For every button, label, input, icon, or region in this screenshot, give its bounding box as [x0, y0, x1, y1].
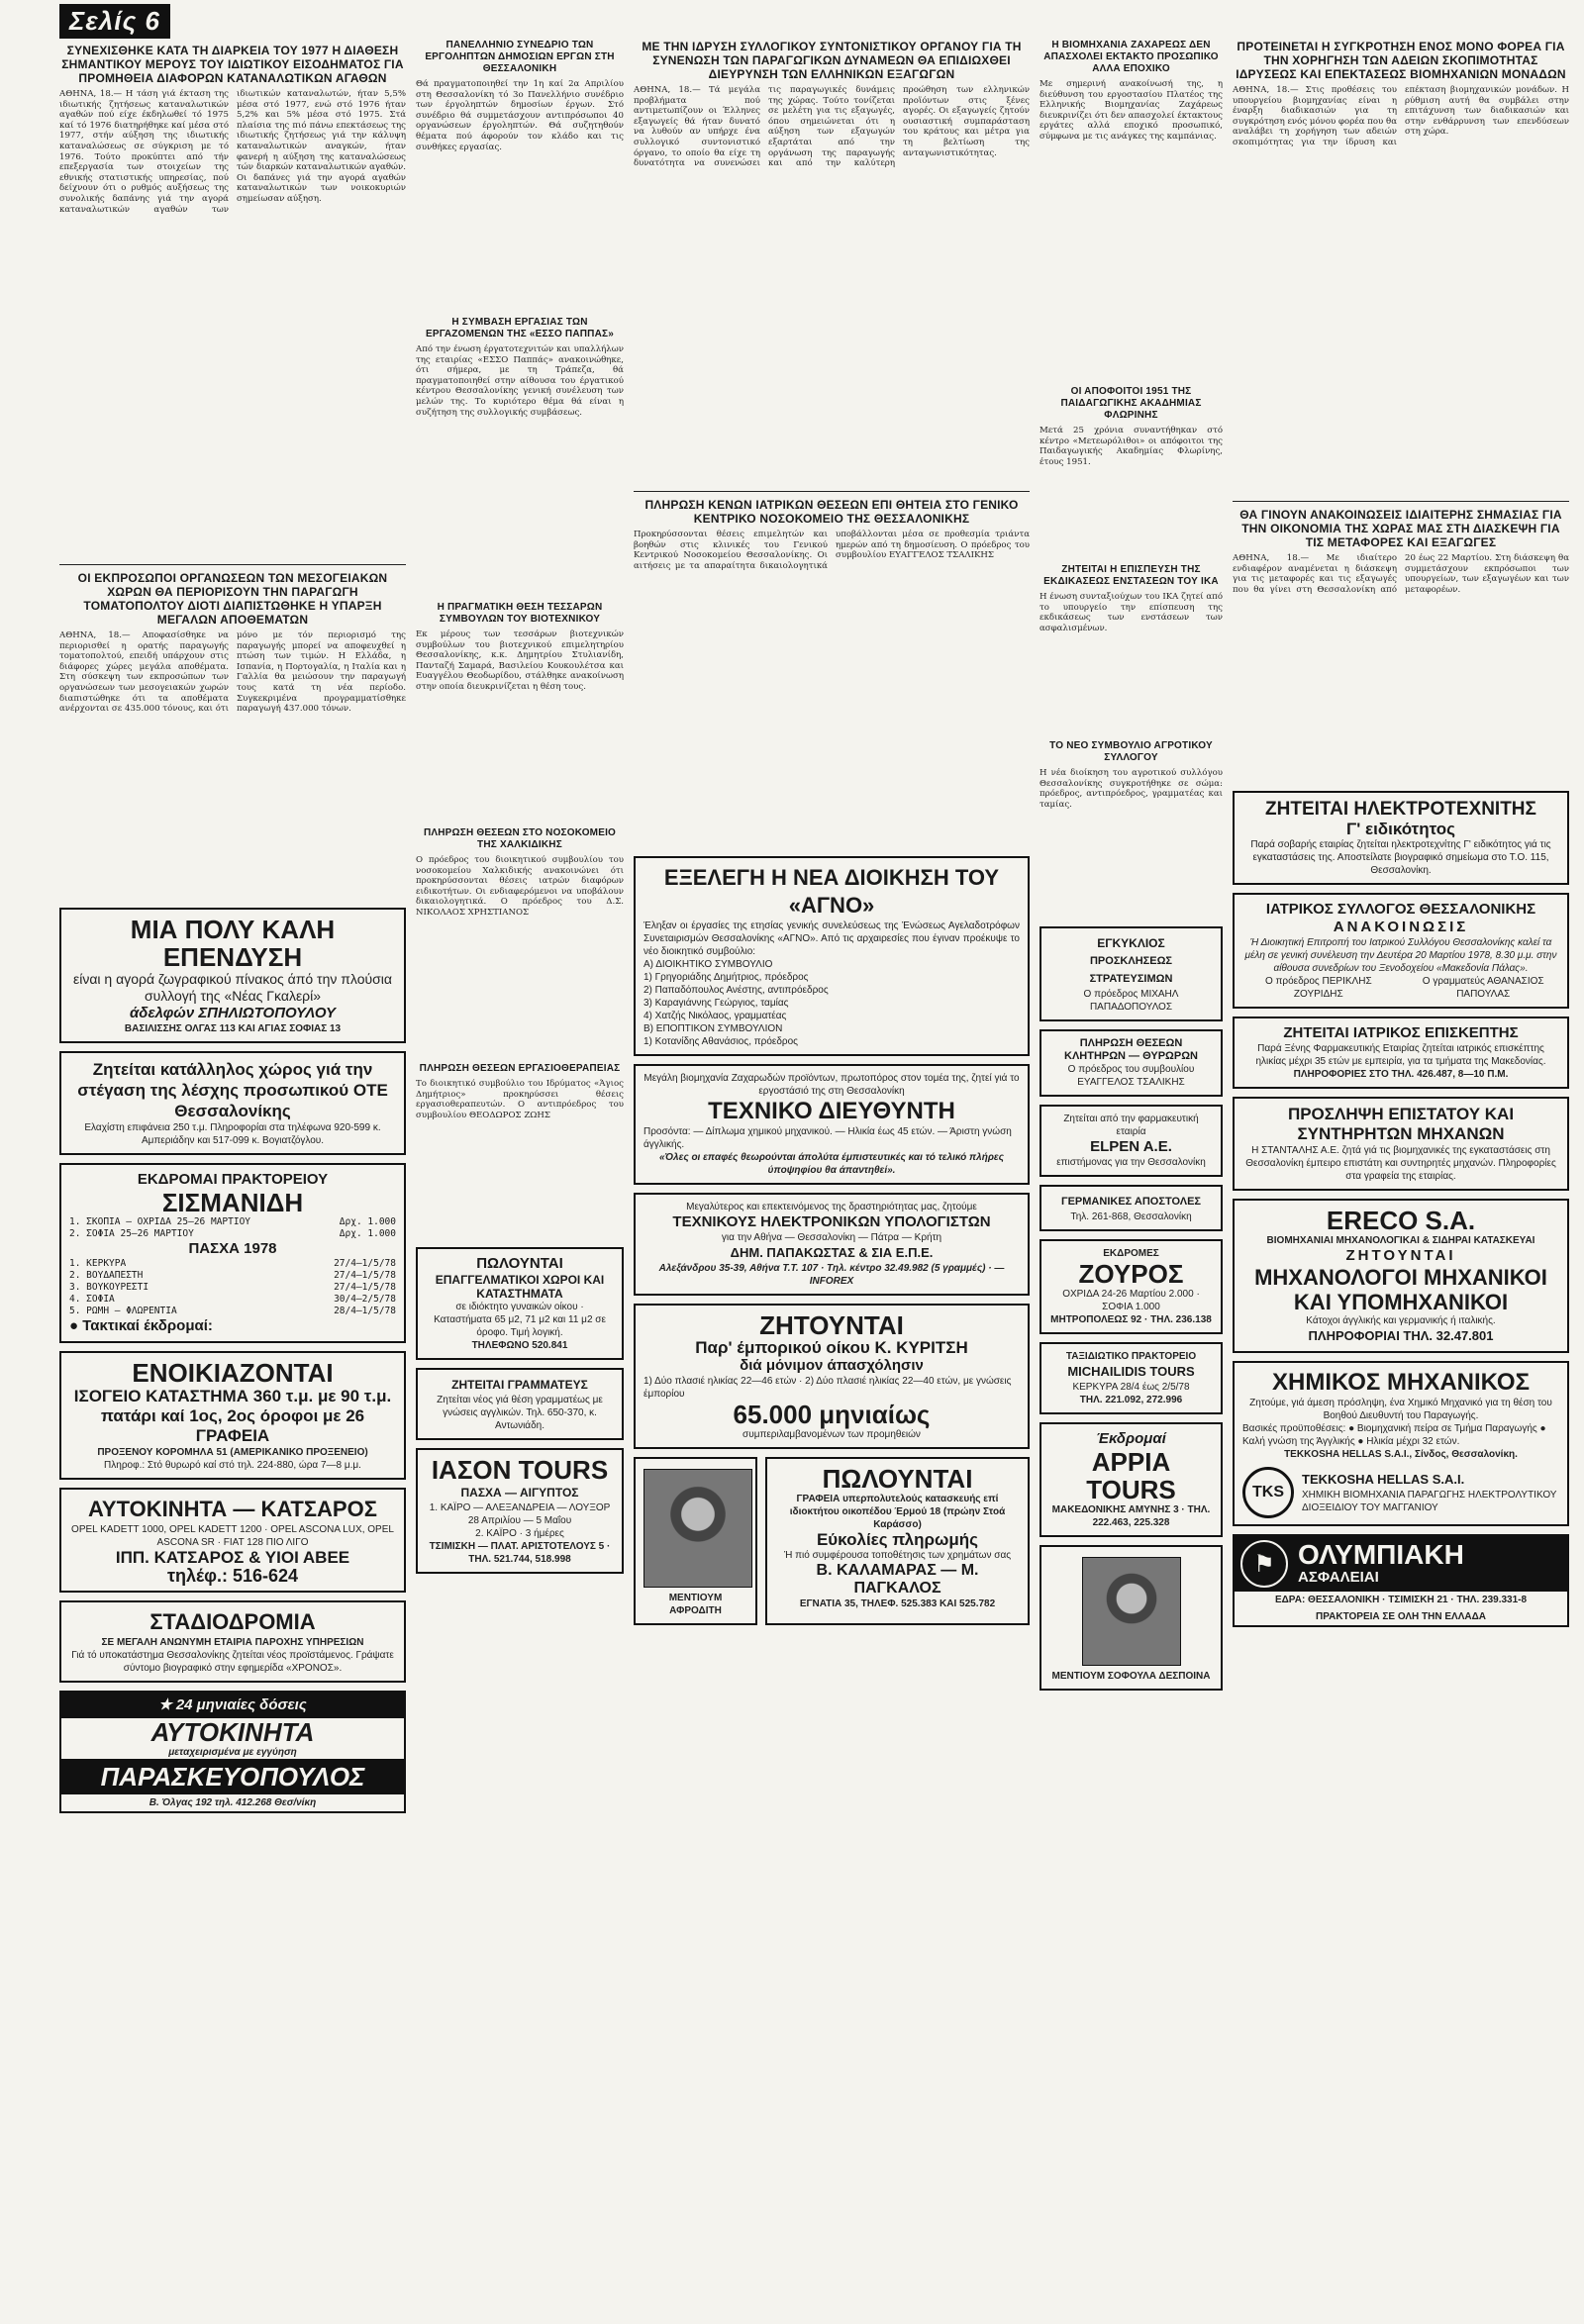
ad-career [59, 1600, 406, 1683]
article-body: Εκ μέρους των τεσσάρων βιοτεχνικών συμβούλων του βιοτεχνικού επιμελητηρίου Θεσσαλονίκης, κ.κ. Δημητρίου Στυλιανίδη, Πανταζή Σαμαρά, Βασιλείου Κουκουλέτσα και Ευαγγέλου Θεοδωρίδου, στάλθηκε ανακοίνωση στην οποία διευκρινίζεται η θέση τους. [416, 629, 624, 692]
article-halkidiki-hospital [416, 827, 624, 1053]
tour-list [69, 1216, 396, 1240]
memorial-sofoula [1040, 1545, 1223, 1691]
ad-contact: ΜΗΤΡΟΠΟΛΕΩΣ 92 · ΤΗΛ. 236.138 [1050, 1314, 1212, 1325]
tour-row: 2. ΒΟΥΔΑΠΕΣΤΗ 27/4—1/5/78 [69, 1270, 396, 1281]
list-item: 1) Γρηγοριάδης Δημήτριος, πρόεδρος [644, 972, 809, 983]
ad-text: ΓΡΑΦΕΙΑ υπερπολυτελούς κατασκευής επί ιδιοκτήτου οικοπέδου Έρμού 18 (πρώην Στοά Καράσσο) [789, 1494, 1006, 1530]
portrait-photo [1082, 1557, 1181, 1666]
ad-title: ΕΓΚΥΚΛΙΟΣ [1097, 936, 1165, 950]
ad-contact: Πληροφ.: Στό θυρωρό καί στό τηλ. 224-880, ώρα 7—8 μ.μ. [104, 1460, 361, 1471]
ad-text: ΕΚΔΡΟΜΕΣ [1103, 1248, 1159, 1259]
ad-subtitle: ΠΡΟΣΚΛΗΣΕΩΣ ΣΤΡΑΤΕΥΣΙΜΩΝ [1089, 955, 1173, 985]
ad-subtitle: ΠΑΣΧΑ 1978 [188, 1240, 277, 1257]
ad-text: Έληξαν οι έργασίες της ετησίας γενικής συνελεύσεως της Ένώσεως Αγελαδοτρόφων Συνεταιρισμών Θεσσαλονίκης «ΑΓΝΟ». Από τις αρχαιρεσίες που έγιναν προέκυψε το νέο διοικητικό συμβούλιο: [644, 920, 1020, 957]
article-body: Θά πραγματοποιηθεί την 1η καί 2α Απριλίου στη Θεσσαλονίκη τό 3ο Πανελλήνιο συνέδριο των έργοληπτών δημοσίων έργων. Στό συνέδριο θά συμμετάσχουν αντιπρόσωποι 40 οργανώσεων έργοληπτών. Θά συζητηθούν θέματα πού άφορούν τον κλάδο και τις συνθήκες εργασίας. [416, 79, 624, 152]
ad-rent-store [59, 1351, 406, 1480]
article-headline: ΟΙ ΕΚΠΡΟΣΩΠΟΙ ΟΡΓΑΝΩΣΕΩΝ ΤΩΝ ΜΕΣΟΓΕΙΑΚΩΝ ΧΩΡΩΝ ΘΑ ΠΕΡΙΟΡΙΣΟΥΝ ΤΗΝ ΠΑΡΑΓΩΓΗ ΤΟΜΑΤΟΠΟΛΤΟΥ ΔΙΟΤΙ ΔΙΑΠΙΣΤΩΘΗΚΕ Η ΥΠΑΡΞΗ ΜΕΓΑΛΩΝ ΑΠΟΘΕΜΑΤΩΝ [77, 571, 388, 627]
article-headline: ΠΛΗΡΩΣΗ ΘΕΣΕΩΝ ΕΡΓΑΣΙΟΘΕΡΑΠΕΙΑΣ [419, 1063, 621, 1074]
ad-title: Ζητείται κατάλληλος χώρος γιά την στέγαση της λέσχης προσωπικού ΟΤΕ Θεσσαλονίκης [77, 1060, 388, 1120]
article-hospital-posts [634, 498, 1030, 846]
list-item: Α) ΔΙΟΙΚΗΤΙΚΟ ΣΥΜΒΟΥΛΙΟ [644, 959, 773, 970]
column-2 [416, 40, 624, 1582]
ad-title: ΕΞΕΛΕΓΗ Η ΝΕΑ ΔΙΟΙΚΗΣΗ ΤΟΥ «ΑΓΝΟ» [663, 865, 1000, 918]
article-ika-appeals [1040, 564, 1223, 730]
article-tomato-paste [59, 571, 406, 898]
ad-computer-technicians [634, 1193, 1030, 1296]
article-body: Μετά 25 χρόνια συναντήθηκαν στό κέντρο «Μετεωρόλιθοι» οι απόφοιτοι της Παιδαγωγικής Ακαδημίας Φλωρίνης, έτους 1951. [1040, 426, 1223, 467]
ad-text: Ζητείται νέος γιά θέση γραμματέως με γνώσεις αγγλικών. Τηλ. 650-370, κ. Αντωνιάδη. [437, 1395, 603, 1431]
tks-text [1302, 1471, 1559, 1514]
ad-brand: ERECO S.A. [1326, 1206, 1476, 1235]
bottom-row [634, 1457, 1030, 1633]
ad-subtitle: ● Τακτικαί έκδρομαί: [69, 1317, 213, 1334]
ad-contact: ΤΗΛ. 221.092, 272.996 [1079, 1395, 1183, 1405]
ad-subtitle: Γ' ειδικότητος [1346, 820, 1455, 838]
ad-text: Μεγάλη βιομηχανία Ζαχαρωδών προϊόντων, πρωτοπόρος στον τομέα της, ζητεί γιά το εργοστάσιό της στη Θεσσαλονίκη [644, 1073, 1020, 1097]
ad-brand: ΔΗΜ. ΠΑΠΑΚΩΣΤΑΣ & ΣΙΑ Ε.Π.Ε. [730, 1245, 934, 1260]
portrait-photo [644, 1469, 752, 1588]
ad-text: Η ΣΤΑΝΤΑΛΗΣ Α.Ε. ζητά γιά τις βιομηχανικές της εγκαταστάσεις στη Θεσσαλονίκη έμπειρο επιστάτη και συντηρητές μηχανών. Πληροφορίες στα γραφεία της εταιρίας. [1245, 1145, 1556, 1182]
column-5 [1233, 40, 1569, 1635]
article-therapy-jobs [416, 1063, 624, 1237]
article-headline: ΜΕ ΤΗΝ ΙΔΡΥΣΗ ΣΥΛΛΟΓΙΚΟΥ ΣΥΝΤΟΝΙΣΤΙΚΟΥ ΟΡΓΑΝΟΥ ΓΙΑ ΤΗ ΣΥΝΕΝΩΣΗ ΤΩΝ ΠΑΡΑΓΩΓΙΚΩΝ ΔΥΝΑΜΕΩΝ ΘΑ ΕΠΙΔΙΩΧΘΕΙ ΔΙΕΥΡΥΝΣΗ ΤΩΝ ΕΛΛΗΝΙΚΩΝ ΕΞΑΓΩΓΩΝ [642, 40, 1022, 81]
ad-contact: Τηλ. 261-868, Θεσσαλονίκη [1070, 1211, 1192, 1222]
ad-title: ΖΗΤΕΙΤΑΙ ΗΛΕΚΤΡΟΤΕΧΝΙΤΗΣ [1265, 799, 1536, 820]
ad-text: Γιά τό υποκατάστημα Θεσσαλονίκης ζητείται νέος προϊστάμενος. Γράψατε σύντομο βιογραφικό στην εφημερίδα «ΧΡΟΝΟΣ». [71, 1650, 394, 1674]
ad-text: Βασικές προϋποθέσεις: ● Βιομηχανική πείρα σε Τμήμα Παραγωγής ● Καλή γνώση της Άγγλικής ● Ηλικία μέχρι 32 ετών. [1242, 1423, 1546, 1447]
signature-secretary: Ο γραμματεύς ΑΘΑΝΑΣΙΟΣ ΠΑΠΟΥΛΑΣ [1422, 976, 1544, 1000]
ad-iason-tours [416, 1448, 624, 1574]
ad-electrician [1233, 791, 1569, 885]
ad-elpen [1040, 1105, 1223, 1177]
ad-medical-association [1233, 893, 1569, 1009]
ad-text: Ή πιό συμφέρουσα τοποθέτησις των χρημάτων σας [783, 1550, 1012, 1561]
tks-block [1242, 1467, 1559, 1518]
ad-machine-staff [1233, 1097, 1569, 1191]
ad-title: ΤΕΧΝΙΚΟ ΔΙΕΥΘΥΝΤΗ [708, 1098, 955, 1124]
article-headline: ΠΡΟΤΕΙΝΕΤΑΙ Η ΣΥΓΚΡΟΤΗΣΗ ΕΝΟΣ ΜΟΝΟ ΦΟΡΕΑ ΓΙΑ ΤΗΝ ΧΟΡΗΓΗΣΗ ΤΩΝ ΑΔΕΙΩΝ ΣΚΟΠΙΜΟΤΗΤΑΣ ΙΔΡΥΣΕΩΣ ΚΑΙ ΕΠΕΚΤΑΣΕΩΣ ΒΙΟΜΗΧΑΝΙΩΝ ΜΟΝΑΔΩΝ [1236, 40, 1566, 81]
divider [1233, 501, 1569, 502]
ad-text: ΚΕΡΚΥΡΑ 28/4 έως 2/5/78 [1072, 1382, 1190, 1393]
memorial-name: ΜΕΝΤΙΟΥΜ ΑΦΡΟΔΙΤΗ [668, 1593, 723, 1616]
ad-title: ΠΩΛΟΥΝΤΑΙ [476, 1255, 563, 1272]
ad-brand: APPIA TOURS [1086, 1447, 1176, 1504]
ad-address: Β. Όλγας 192 τηλ. 412.268 Θεσ/νίκη [148, 1797, 317, 1808]
article-body: Με σημερινή ανακοίνωσή της, η διεύθυνση του εργοστασίου Πλατέος της Ελληνικής Βιομηχανίας Ζαχάρεως διευκρινίζει ότι δεν απασχολεί έκτακτους εργάτες αλλά εποχικό προσωπικό, σύμφωνα με τις ανάγκες της καμπάνιας. [1040, 79, 1223, 142]
article-body: Προκηρύσσονται θέσεις επιμελητών και βοηθών στις κλινικές του Γενικού Κεντρικού Νοσοκομείου Θεσσαλονίκης. Οι αιτήσεις με τα απαραίτητα δικαιολογητικά υποβάλλονται μέσα σε προθεσμία τριάντα ημερών από τη δημοσίευση. Ο πρόεδρος του συμβουλίου ΕΥΑΓΓΕΛΟΣ ΤΣΑΛΙΚΗΣ [634, 530, 1030, 571]
ad-address: ΒΑΣΙΛΙΣΣΗΣ ΟΛΓΑΣ 113 ΚΑΙ ΑΓΙΑΣ ΣΟΦΙΑΣ 13 [124, 1023, 342, 1034]
article-headline: ΠΛΗΡΩΣΗ ΘΕΣΕΩΝ ΣΤΟ ΝΟΣΟΚΟΜΕΙΟ ΤΗΣ ΧΑΛΚΙΔΙΚΗΣ [423, 827, 617, 850]
article-esso-contract [416, 317, 624, 592]
article-transport-conference [1233, 508, 1569, 781]
article-graduates-1951 [1040, 386, 1223, 554]
article-headline: Η ΣΥΜΒΑΣΗ ΕΡΓΑΣΙΑΣ ΤΩΝ ΕΡΓΑΖΟΜΕΝΩΝ ΤΗΣ «ΕΣΣΟ ΠΑΠΠΑΣ» [426, 317, 614, 339]
tour-row: 3. ΒΟΥΚΟΥΡΕΣΤΙ 27/4—1/5/78 [69, 1282, 396, 1293]
ad-text: Προσόντα: — Δίπλωμα χημικού μηχανικού. — Ηλικία έως 45 ετών. — Άριστη γνώση άγγλικής. [644, 1126, 1012, 1150]
ad-text: ΒΙΟΜΗΧΑΝΙΑΙ ΜΗΧΑΝΟΛΟΓΙΚΑΙ & ΣΙΔΗΡΑΙ ΚΑΤΑΣΚΕΥΑΙ [1266, 1235, 1535, 1246]
ad-brand: TEKKOSHA HELLAS S.A.I. [1302, 1472, 1465, 1487]
list-item: 4) Χατζής Νικόλαος, γραμματέας [644, 1011, 787, 1021]
article-body: ΑΘΗΝΑ, 18.— Τά μεγάλα προβλήματα πού αντιμετωπίζουν οι Έλληνες εξαγωγείς θά ήταν δυνατό να λυθούν αν υπήρχε ένα συλλογικό συντονιστικό όργανο, το οποίο θα είχε τη δυνατότητα να συνενώσει τις παραγωγικές δυνάμεις της χώρας. Τούτο τονίζεται σε μελέτη για τις εξαγωγές, όπου σημειώνεται ότι η αύξηση των εξαγωγών εξαρτάται από την οργάνωση της παραγωγής και από την καλύτερη προώθηση των ελληνικών προϊόντων στις ξένες αγορές. Οι εξαγωγείς ζητούν ουσιαστική συμπαράσταση του κράτους και μέτρα για τη βελτίωση της ανταγωνιστικότητας. [634, 85, 1030, 169]
ad-text: Παρά Ξένης Φαρμακευτικής Εταιρίας ζητείται ιατρικός επισκέπτης ηλικίας μέχρι 35 ετών με εμπειρία, για τα τμήματα της Μακεδονίας. [1255, 1043, 1546, 1067]
ad-title: ΤΕΧΝΙΚΟΥΣ ΗΛΕΚΤΡΟΝΙΚΩΝ ΥΠΟΛΟΓΙΣΤΩΝ [672, 1213, 991, 1230]
tour-row: 1. ΣΚΟΠΙΑ — ΟΧΡΙΔΑ 25—26 ΜΑΡΤΙΟΥ Δρχ. 1.000 [69, 1216, 396, 1227]
article-body: Ο πρόεδρος του διοικητικού συμβουλίου του νοσοκομείου Χαλκιδικής ανακοινώνει ότι προκηρύσσονται θέσεις ιατρών διαφόρων ειδικοτήτων. Οι ενδιαφερόμενοι να υποβάλουν δικαιολογητικά. Ο πρόεδρος του Δ.Σ. ΝΙΚΟΛΑΟΣ ΧΡΗΣΤΙΑΝΟΣ [416, 855, 624, 918]
ad-title: ΠΩΛΟΥΝΤΑΙ [822, 1464, 973, 1494]
article-headline: ΟΙ ΑΠΟΦΟΙΤΟΙ 1951 ΤΗΣ ΠΑΙΔΑΓΩΓΙΚΗΣ ΑΚΑΔΗΜΙΑΣ ΦΛΩΡΙΝΗΣ [1060, 386, 1202, 421]
article-exports [634, 40, 1030, 481]
ad-text: 1. ΚΑΪΡΟ — ΑΛΕΞΑΝΔΡΕΙΑ — ΛΟΥΞΟΡ 28 Απριλίου — 5 Μαΐου [429, 1502, 611, 1526]
ad-title: ΧΗΜΙΚΟΣ ΜΗΧΑΝΙΚΟΣ [1272, 1369, 1530, 1396]
ad-text: Ζητείται από την φαρμακευτική εταιρία [1063, 1114, 1199, 1137]
list-item: 3) Καραγιάννης Γεώργιος, ταμίας [644, 998, 789, 1009]
article-farmers-union [1040, 740, 1223, 917]
signature-president: Ο πρόεδρος ΠΕΡΙΚΛΗΣ ΖΟΥΡΙΔΗΣ [1264, 976, 1372, 1000]
ad-title: ΣΤΑΔΙΟΔΡΟΜΙΑ [149, 1609, 316, 1634]
article-headline: Η ΒΙΟΜΗΧΑΝΙΑ ΖΑΧΑΡΕΩΣ ΔΕΝ ΑΠΑΣΧΟΛΕΙ ΕΚΤΑΚΤΟ ΠΡΟΣΩΠΙΚΟ ΑΛΛΑ ΕΠΟΧΙΚΟ [1043, 40, 1219, 74]
ad-ote-space [59, 1051, 406, 1155]
ad-address: ΠΡΟΞΕΝΟΥ ΚΟΡΟΜΗΛΑ 51 (ΑΜΕΡΙΚΑΝΙΚΟ ΠΡΟΞΕΝΕΙΟ) [97, 1447, 368, 1458]
ad-text: Ζητούμε, γιά άμεση πρόσληψη, ένα Χημικό Μηχανικό για τη θέση του Βοηθού Διευθυντή του Παραγωγής. [1249, 1398, 1552, 1421]
page-label: Σελίς 6 [59, 4, 170, 39]
article-sugar-industry [1040, 40, 1223, 376]
tour-row: 4. ΣΟΦΙΑ 30/4—2/5/78 [69, 1294, 396, 1305]
ad-secretary [416, 1368, 624, 1440]
ad-title: ΑΥΤΟΚΙΝΗΤΑ — ΚΑΤΣΑΡΟΣ [88, 1497, 377, 1521]
ad-subtitle: ΕΠΑΓΓΕΛΜΑΤΙΚΟΙ ΧΩΡΟΙ ΚΑΙ ΚΑΤΑΣΤΗΜΑΤΑ [435, 1273, 605, 1301]
ad-brand: ΠΑΡΑΣΚΕΥΟΠΟΥΛΟΣ [61, 1759, 404, 1794]
ad-text: μεταχειρισμένα με εγγύηση [168, 1747, 297, 1758]
ad-title: ΓΕΡΜΑΝΙΚΕΣ ΑΠΟΣΤΟΛΕΣ [1060, 1196, 1202, 1208]
list-item: 1) Κοτανίδης Αθανάσιος, πρόεδρος [644, 1036, 798, 1047]
ad-katsaros-cars [59, 1488, 406, 1593]
ad-text: σε ιδιόκτητο γυναικών οίκου · Καταστήματα 65 μ2, 71 μ2 και 11 μ2 σε όροφο. Τιμή λογική. [434, 1302, 606, 1338]
ad-title: ΕΝΟΙΚΙΑΖΟΝΤΑΙ [132, 1358, 334, 1388]
easter-tour-list [69, 1258, 396, 1317]
ad-text: Παρά σοβαρής εταιρίας ζητείται ηλεκτροτεχνίτης Γ' ειδικότητος γιά τις εγκαταστάσεις της. Αποστείλατε βιογραφικό σημείωμα στο Τ.Ο. 115, Θεσσαλονίκη. [1250, 839, 1551, 876]
ad-subtitle: ΣΕ ΜΕΓΑΛΗ ΑΝΩΝΥΜΗ ΕΤΑΙΡΙΑ ΠΑΡΟΧΗΣ ΥΠΗΡΕΣΙΩΝ [101, 1637, 364, 1648]
ad-title: ΠΛΗΡΩΣΗ ΘΕΣΕΩΝ ΚΛΗΤΗΡΩΝ — ΘΥΡΩΡΩΝ [1064, 1037, 1198, 1062]
article-body: ΑΘΗΝΑ, 18.— Στις προθέσεις του υπουργείου βιομηχανίας είναι η έναρξη διαδικασιών για τη συγκρότηση ενός μόνου φορέα που θα αναλάβει τη χορήγηση των αδειών σκοπιμότητας για την ίδρυση και επέκταση βιομηχανικών μονάδων. Η ρύθμιση αυτή θα συμβάλει στην επιτάχυνση των διαδικασιών και στην ενθάρρυνση των επενδύσεων στη χώρα. [1233, 85, 1569, 147]
ad-salary: 65.000 μηνιαίως [733, 1400, 931, 1429]
article-private-consumption [59, 44, 406, 554]
ad-contact: TEKKOSHA HELLAS S.A.I., Σίνδος, Θεσσαλονίκη. [1284, 1449, 1518, 1460]
ad-phone: τηλέφ.: 516-624 [166, 1566, 299, 1586]
ad-contact: ΜΑΚΕΔΟΝΙΚΗΣ ΑΜΥΝΗΣ 3 · ΤΗΛ. 222.463, 225.328 [1051, 1504, 1211, 1528]
ad-contact: ΠΛΗΡΟΦΟΡΙΕΣ ΣΤΟ ΤΗΛ. 426.487, 8—10 Π.Μ. [1293, 1069, 1509, 1080]
ad-signature: Ο πρόεδρος του συμβουλίου ΕΥΑΓΓΕΛΟΣ ΤΣΑΛΙΚΗΣ [1067, 1064, 1195, 1088]
ad-brand: MICHAILIDIS TOURS [1067, 1364, 1195, 1379]
ad-title: ΖΗΤΕΙΤΑΙ ΓΡΑΜΜΑΤΕΥΣ [451, 1378, 588, 1392]
ad-text: OPEL KADETT 1000, OPEL KADETT 1200 · OPEL ASCONA LUX, OPEL ASCONA SR · FIAT 128 ΠΙΟ ΛΙΓΟ [71, 1524, 394, 1548]
article-headline: ΠΛΗΡΩΣΗ ΚΕΝΩΝ ΙΑΤΡΙΚΩΝ ΘΕΣΕΩΝ ΕΠΙ ΘΗΤΕΙΑ ΣΤΟ ΓΕΝΙΚΟ ΚΕΝΤΡΙΚΟ ΝΟΣΟΚΟΜΕΙΟ ΤΗΣ ΘΕΣΣΑΛΟΝΙΚΗΣ [644, 498, 1019, 526]
ad-brand: ΖΟΥΡΟΣ [1078, 1259, 1184, 1289]
ad-ereco [1233, 1199, 1569, 1353]
article-industry-permits [1233, 40, 1569, 491]
ad-text: 2. ΚΑΪΡΟ · 3 ήμέρες [475, 1528, 564, 1539]
ad-text: για την Αθήνα — Θεσσαλονίκη — Πάτρα — Κρήτη [721, 1232, 942, 1243]
memorial-afroditi [634, 1457, 757, 1625]
ad-medical-visitor [1233, 1017, 1569, 1089]
memorial-name: ΜΕΝΤΙΟΥΜ ΣΟΦΟΥΛΑ ΔΕΣΠΟΙΝΑ [1051, 1671, 1211, 1682]
ad-title: ΖΗΤΟΥΝΤΑΙ [759, 1310, 904, 1340]
article-headline: ΠΑΝΕΛΛΗΝΙΟ ΣΥΝΕΔΡΙΟ ΤΩΝ ΕΡΓΟΛΗΠΤΩΝ ΔΗΜΟΣΙΩΝ ΕΡΓΩΝ ΣΤΗ ΘΕΣΣΑΛΟΝΙΚΗ [425, 40, 615, 74]
list-item: Β) ΕΠΟΠΤΙΚΟΝ ΣΥΜΒΟΥΛΙΟΝ [644, 1023, 783, 1034]
ad-chemical-engineer [1233, 1361, 1569, 1526]
ad-text: Ή Διοικητική Επιτροπή του Ιατρικού Συλλόγου Θεσσαλονίκης καλεί τα μέλη σε γενική συνέλευση την Δευτέρα 20 Μαρτίου 1978, 8.30 μ.μ. στην αίθουσα συνεδρίων του Ξενοδοχείου «Μακεδονία Πάλας». [1244, 937, 1557, 974]
ad-title: ΕΚΔΡΟΜΑΙ ΠΡΑΚΤΟΡΕΙΟΥ [137, 1171, 329, 1188]
ad-text: συμπεριλαμβανομένων των προμηθειών [742, 1429, 921, 1440]
ad-kyritsis [634, 1304, 1030, 1449]
ad-brand: ΣΙΣΜΑΝΙΔΗ [161, 1188, 304, 1217]
tour-row: 2. ΣΟΦΙΑ 25—26 ΜΑΡΤΙΟΥ Δρχ. 1.000 [69, 1228, 396, 1239]
divider [634, 491, 1030, 492]
article-body: ΑΘΗΝΑ, 18.— Η τάση γιά έκταση της ιδιωτικής ζητήσεως καταναλωτικών αγαθών πού είχε έκδηλωθεί τό 1975 καί τό 1976 διατηρήθηκε καί μέσα στό 1977, στήν αύξηση της ιδιωτικής καταναλώσεως σε σύγκριση με τό 1976. Τούτο προκύπτει από τήν επεξεργασία των στοιχείων της εθνικής στατιστικής υπηρεσίας, πού δείχνουν ότι ο ρυθμός αυξήσεως της συνολικής δαπάνης γιά την αγορά καταναλωτικών αγαθών των ιδιωτικών καταναλωτών, ήταν 5,5% μέσα στό 1977, ενώ στό 1976 ήταν 5,2% και 5% μέσα στό 1975. Στά πλαίσια της πιό πάνω επεκτάσεως της ιδιωτικής ζητήσεως γιά την κάλυψη καταναλωτικών αναγκών, ήταν φανερή η αύξηση της καταναλώσεως τών διαρκών καταναλωτικών αγαθών. Οι δαπάνες γιά την αγορά αγαθών καταναλωτικών των νοικοκυριών σημείωσαν αύξηση. [59, 89, 406, 215]
article-body: ΑΘΗΝΑ, 18.— Αποφασίσθηκε να περιορισθεί η ορατής παραγωγής τοματοπολτού, επειδή υπάρχουν στις διάφορες χώρες μεγάλα αποθέματα. Στη σύσκεψη των εκπροσώπων των οργανώσεων των μεσογειακών χωρών διαπιστώθηκε ότι τα αποθέματα ανέρχονται σε 435.000 τόνους, και ότι μόνο με τόν περιορισμό της παραγωγής μπορεί να αποφευχθεί η πτώση των τιμών. Η Ελλάδα, η Ισπανία, η Πορτογαλία, η Ιταλία και η Γαλλία θα μειώσουν την παραγωγή τους κατά τη νέα περίοδο. Συγκεκριμένα προγραμματίσθηκε παραγωγή 437.000 τόνων. [59, 630, 406, 715]
ad-subtitle: ΠΑΣΧΑ — ΑΙΓΥΠΤΟΣ [460, 1486, 579, 1500]
ad-olympiaki [1233, 1534, 1569, 1627]
ad-text: ΙΣΟΓΕΙΟ ΚΑΤΑΣΤΗΜΑ 360 τ.μ. με 90 τ.μ. πατάρι καί 1ος, 2ος όροφοι με 26 ΓΡΑΦΕΙΑ [73, 1387, 392, 1445]
article-headline: Η ΠΡΑΓΜΑΤΙΚΗ ΘΕΣΗ ΤΕΣΣΑΡΩΝ ΣΥΜΒΟΥΛΩΝ ΤΟΥ ΒΙΟΤΕΧΝΙΚΟΥ [437, 602, 603, 625]
ad-appia [1040, 1422, 1223, 1537]
ad-text: επιστήμονας για την Θεσσαλονίκη [1056, 1157, 1206, 1168]
ad-contact: Αλεξάνδρου 35-39, Αθήνα Τ.Τ. 107 · Τηλ. κέντρο 32.49.982 (5 γραμμές) · — INFOREX [658, 1263, 1005, 1287]
ad-signature: Ο πρόεδρος ΜΙΧΑΗΛ ΠΑΠΑΔΟΠΟΥΛΟΣ [1083, 989, 1179, 1013]
ad-paraskevopoulos [59, 1691, 406, 1813]
ad-text: ΧΗΜΙΚΗ ΒΙΟΜΗΧΑΝΙΑ ΠΑΡΑΓΩΓΗΣ ΗΛΕΚΤΡΟΛΥΤΙΚΟΥ ΔΙΟΞΕΙΔΙΟΥ ΤΟΥ ΜΑΓΓΑΝΙΟΥ [1302, 1490, 1557, 1513]
ad-commercial-spaces [416, 1247, 624, 1360]
column-4 [1040, 40, 1223, 1698]
ad-art-gallery [59, 908, 406, 1043]
olympiaki-banner [1235, 1536, 1567, 1592]
ad-text: Ελαχίστη επιφάνεια 250 τ.μ. Πληροφορίαι στα τηλέφωνα 920-599 κ. Αμπεριάδην και 517-099 κ. Βογιατζόγλου. [84, 1122, 381, 1146]
ad-subtitle: ΑΝΑΚΟΙΝΩΣΙΣ [1333, 919, 1469, 935]
ad-text: ΟΧΡΙΔΑ 24-26 Μαρτίου 2.000 · ΣΟΦΙΑ 1.000 [1062, 1289, 1200, 1312]
ad-title: ΑΥΤΟΚΙΝΗΤΑ [150, 1717, 315, 1747]
list-item: 2) Παπαδόπουλος Ανέστης, αντιπρόεδρος [644, 985, 829, 996]
ad-contact: ΤΣΙΜΙΣΚΗ — ΠΛΑΤ. ΑΡΙΣΤΟΤΕΛΟΥΣ 5 · ΤΗΛ. 521.744, 518.998 [429, 1541, 611, 1565]
column-3 [634, 40, 1030, 1633]
ad-subtitle: ΑΣΦΑΛΕΙΑΙ [1298, 1569, 1379, 1586]
ad-sismanidis-tours [59, 1163, 406, 1343]
article-headline: ΘΑ ΓΙΝΟΥΝ ΑΝΑΚΟΙΝΩΣΕΙΣ ΙΔΙΑΙΤΕΡΗΣ ΣΗΜΑΣΙΑΣ ΓΙΑ ΤΗΝ ΟΙΚΟΝΟΜΙΑ ΤΗΣ ΧΩΡΑΣ ΜΑΣ ΣΤΗ ΔΙΑΣΚΕΨΗ ΓΙΑ ΤΙΣ ΜΕΤΑΦΟΡΕΣ ΚΑΙ ΕΞΑΓΩΓΕΣ [1239, 508, 1562, 549]
tour-row: 5. ΡΩΜΗ — ΦΛΩΡΕΝΤΙΑ 28/4—1/5/78 [69, 1306, 396, 1316]
ad-title: ΜΙΑ ΠΟΛΥ ΚΑΛΗ ΕΠΕΝΔΥΣΗ [130, 915, 336, 972]
ad-title: ΙΑΤΡΙΚΟΣ ΣΥΛΛΟΓΟΣ ΘΕΣΣΑΛΟΝΙΚΗΣ [1265, 901, 1536, 918]
runner-logo-icon: ⚑ [1240, 1540, 1288, 1588]
article-body: Από την ένωση έργατοτεχνιτών και υπαλλήλων της εταιρίας «ΕΣΣΟ Παππάς» ανακοινώθηκε, ότι σήμερα, με τη Τράπεζα, θά πραγματοποιηθεί στην αίθουσα του έργατικού κέντρου Θεσσαλονίκης γενική συνέλευση των μελών της. Το κυριότερο θέμα θά είναι η συζήτηση της συλλογικής συμβάσεως. [416, 344, 624, 418]
article-body: ΑΘΗΝΑ, 18.— Με ιδιαίτερο ενδιαφέρον αναμένεται η διάσκεψη για τις μεταφορές και τις εξαγωγές που θα γίνει στη Θεσσαλονίκη από 20 έως 22 Μαρτίου. Στη διάσκεψη θα συμμετάσχουν εκπρόσωποι των υπουργείων, των εξαγωγέων και των μεταφορέων. [1233, 553, 1569, 595]
ad-text: Μεγαλύτερος και επεκτεινόμενος της δραστηριότητας μας, ζητούμε [686, 1202, 977, 1212]
ad-brand: ΙΠΠ. ΚΑΤΣΑΡΟΣ & ΥΙΟΙ ΑΒΕΕ [115, 1548, 350, 1567]
masthead [59, 4, 170, 39]
ad-text: Έκδρομαί [1096, 1430, 1166, 1447]
article-headline: ΣΥΝΕΧΙΣΘΗΚΕ ΚΑΤΑ ΤΗ ΔΙΑΡΚΕΙΑ ΤΟΥ 1977 Η ΔΙΑΘΕΣΗ ΣΗΜΑΝΤΙΚΟΥ ΜΕΡΟΥΣ ΤΟΥ ΙΔΙΩΤΙΚΟΥ ΕΙΣΟΔΗΜΑΤΟΣ ΓΙΑ ΠΡΟΜΗΘΕΙΑ ΔΙΑΦΟΡΩΝ ΚΑΤΑΝΑΛΩΤΙΚΩΝ ΑΓΑΘΩΝ [61, 44, 404, 85]
ad-contact: ΠΛΗΡΟΦΟΡΙΑΙ ΤΗΛ. 32.47.801 [1308, 1328, 1494, 1343]
ad-porters [1040, 1029, 1223, 1097]
article-crafts-council [416, 602, 624, 818]
ad-conscripts [1040, 926, 1223, 1021]
ad-title: ΖΗΤΕΙΤΑΙ ΙΑΤΡΙΚΟΣ ΕΠΙΣΚΕΠΤΗΣ [1283, 1024, 1519, 1041]
ad-subtitle: διά μόνιμον άπασχόλησιν [740, 1357, 924, 1374]
article-body: Η ένωση συνταξιούχων του ΙΚΑ ζητεί από το υπουργείο την επίσπευση της εκδικάσεως των ενστάσεων των ασφαλισμένων. [1040, 592, 1223, 633]
ad-german-shipments [1040, 1185, 1223, 1231]
ad-text: είναι η αγορά ζωγραφικού πίνακος άπό την πλούσια συλλογή της «Νέας Γκαλερί» [72, 971, 392, 1004]
ad-text: ΤΑΞΙΔΙΩΤΙΚΟ ΠΡΑΚΤΟΡΕΙΟ [1065, 1351, 1197, 1362]
ad-text: 1) Δύο πλασιέ ηλικίας 22—46 ετών · 2) Δύο πλασιέ ηλικίας 22—40 ετών, με γνώσεις έμπορίου [644, 1376, 1012, 1400]
ad-phone: ΤΗΛΕΦΩΝΟ 520.841 [471, 1340, 568, 1351]
article-body: Η νέα διοίκηση του αγροτικού συλλόγου Θεσσαλονίκης συγκροτήθηκε σε σώμα: πρόεδρος, αντιπρόεδρος, γραμματέας και ταμίας. [1040, 768, 1223, 810]
ad-subtitle: Εύκολίες πληρωμής [816, 1530, 979, 1549]
divider [59, 564, 406, 565]
article-headline: ΖΗΤΕΙΤΑΙ Η ΕΠΙΣΠΕΥΣΗ ΤΗΣ ΕΚΔΙΚΑΣΕΩΣ ΕΝΣΤΑΣΕΩΝ ΤΟΥ ΙΚΑ [1043, 564, 1219, 587]
article-body: Το διοικητικό συμβούλιο του Ιδρύματος «Άγιος Δημήτριος» προκηρύσσει θέσεις εργασιοθεραπευτών. Ο αντιπρόεδρος του συμβουλίου ΘΕΟΔΩΡΟΣ ΖΩΗΣ [416, 1079, 624, 1120]
ad-brand: ΟΛΥΜΠΙΑΚΗ [1298, 1539, 1464, 1570]
ad-zouros [1040, 1239, 1223, 1334]
ad-kalamaras [765, 1457, 1030, 1625]
signatures [1242, 975, 1559, 1001]
tour-row: 1. ΚΕΡΚΥΡΑ 27/4—1/5/78 [69, 1258, 396, 1269]
ad-title: ΠΡΟΣΛΗΨΗ ΕΠΙΣΤΑΤΟΥ ΚΑΙ ΣΥΝΤΗΡΗΤΩΝ ΜΗΧΑΝΩΝ [1287, 1105, 1515, 1143]
ad-title: ΜΗΧΑΝΟΛΟΓΟΙ ΜΗΧΑΝΙΚΟΙ ΚΑΙ ΥΠΟΜΗΧΑΝΙΚΟΙ [1254, 1265, 1547, 1314]
ad-text: άδελφών ΣΠΗΛΙΩΤΟΠΟΥΛΟΥ [129, 1005, 336, 1021]
ad-text: ΠΡΑΚΤΟΡΕΙΑ ΣΕ ΟΛΗ ΤΗΝ ΕΛΛΑΔΑ [1315, 1611, 1487, 1622]
ad-agno-board [634, 856, 1030, 1056]
board-list [644, 958, 1020, 1048]
ad-technical-director [634, 1064, 1030, 1185]
tks-logo-icon: TKS [1242, 1467, 1294, 1518]
ad-brand: Παρ' έμπορικού οίκου Κ. ΚΥΡΙΤΣΗ [695, 1338, 968, 1357]
ad-brand: ELPEN A.E. [1090, 1138, 1172, 1155]
ad-address: ΕΔΡΑ: ΘΕΣΣΑΛΟΝΙΚΗ · ΤΣΙΜΙΣΚΗ 21 · ΤΗΛ. 239.331-8 [1274, 1595, 1528, 1605]
ad-brand: ΙΑΣΟΝ TOURS [431, 1455, 609, 1485]
ad-michailidis [1040, 1342, 1223, 1414]
article-contractors [416, 40, 624, 307]
ad-text: Κάτοχοι άγγλικής και γερμανικής ή ιταλικής. [1306, 1315, 1496, 1326]
ad-contact: ΕΓΝΑΤΙΑ 35, ΤΗΛΕΦ. 525.383 ΚΑΙ 525.782 [799, 1598, 996, 1609]
ad-brand: Β. ΚΑΛΑΜΑΡΑΣ — Μ. ΠΑΓΚΑΛΟΣ [816, 1562, 979, 1597]
ad-banner: ★ 24 μηνιαίες δόσεις [61, 1693, 404, 1718]
ad-text: «Όλες οι επαφές θεωρούνται άπολύτα έμπιστευτικές και τό τελικό πλήρες ύποψηφίου θα άπαντηθεί». [659, 1152, 1004, 1176]
column-1 [59, 44, 406, 1821]
article-headline: ΤΟ ΝΕΟ ΣΥΜΒΟΥΛΙΟ ΑΓΡΟΤΙΚΟΥ ΣΥΛΛΟΓΟΥ [1049, 740, 1213, 763]
ad-subtitle: ΖΗΤΟΥΝΤΑΙ [1345, 1247, 1456, 1264]
